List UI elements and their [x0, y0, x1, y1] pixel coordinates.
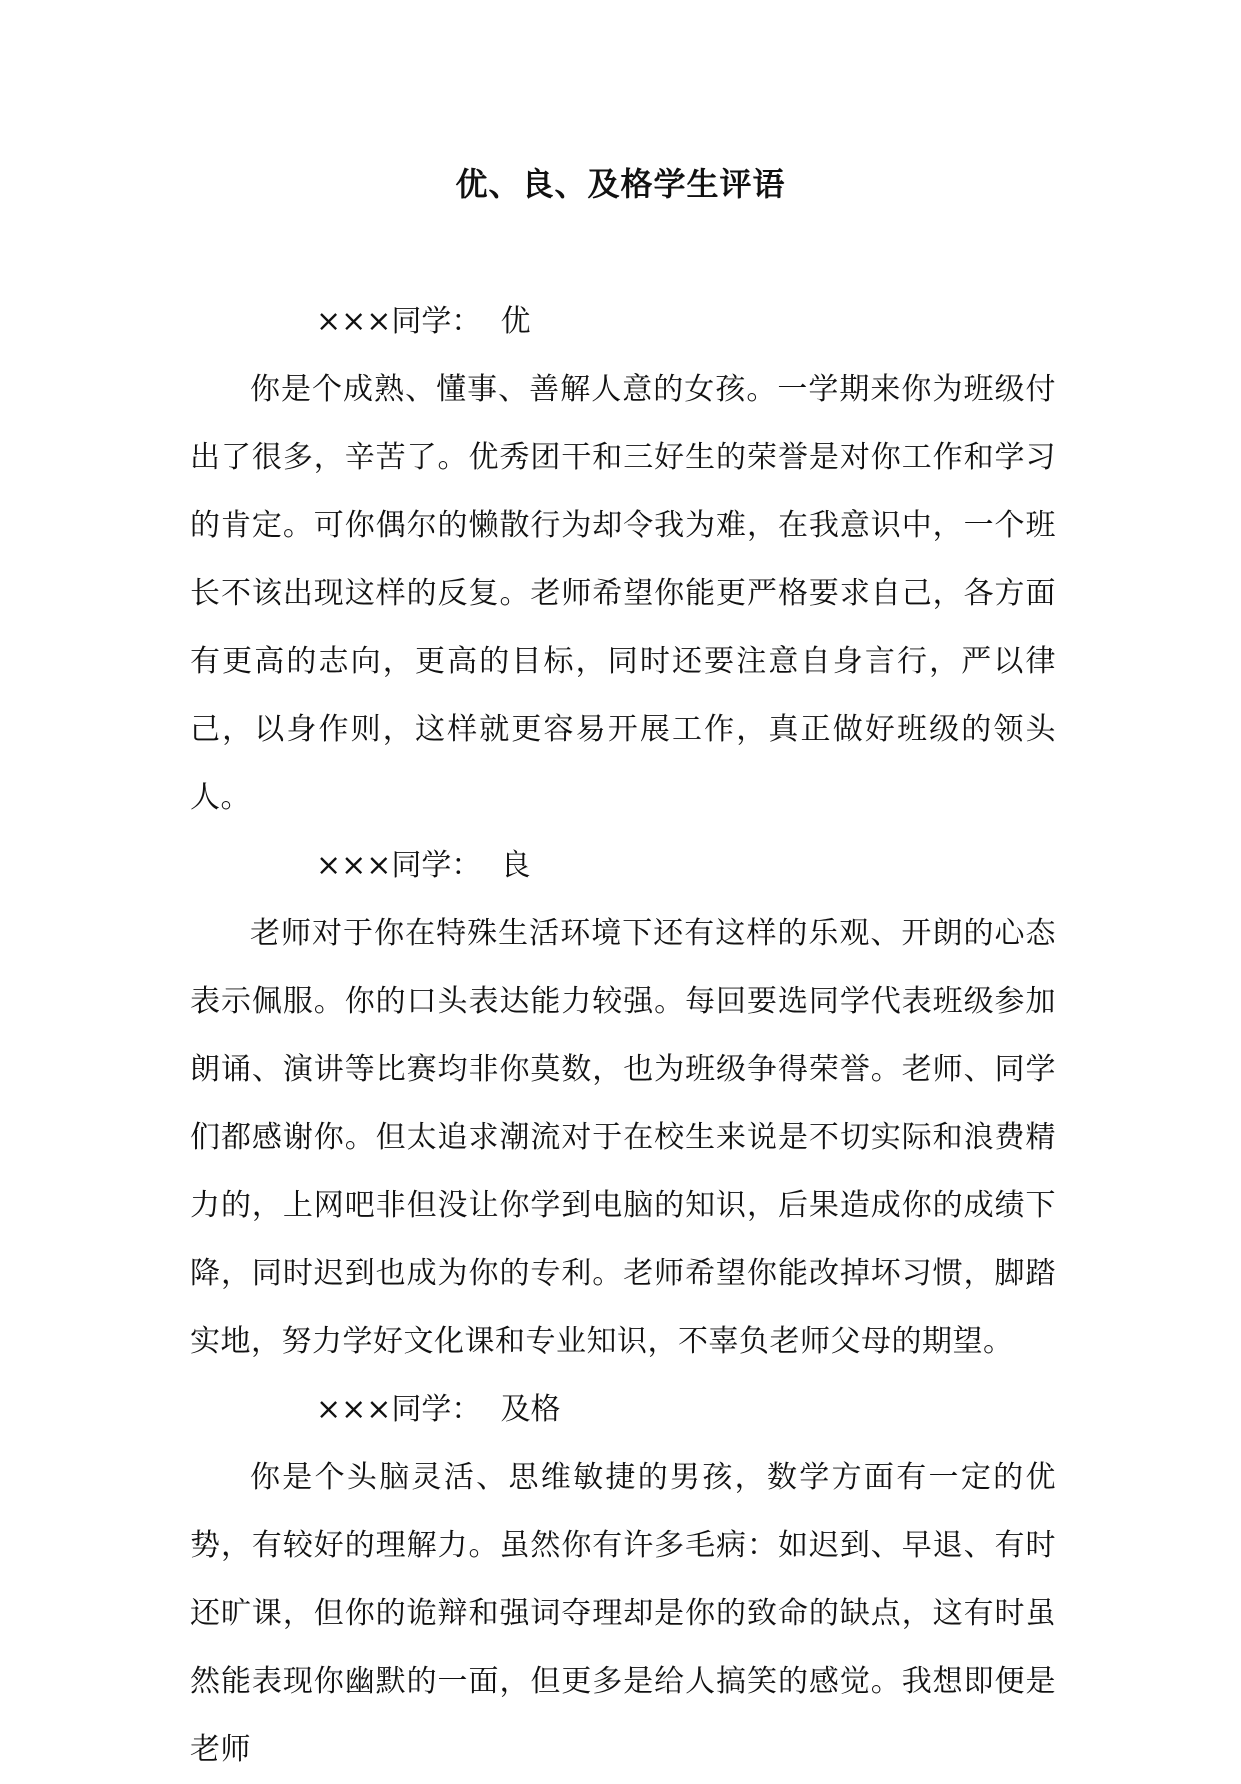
section-paragraph: 你是个成熟、懂事、善解人意的女孩。一学期来你为班级付出了很多，辛苦了。优秀团干和三好生的荣誉是对你工作和学习的肯定。可你偶尔的懒散行为却令我为难，在我意识中，一个班长不该出现这样的反复。老师希望你能更严格要求自己，各方面有更高的志向，更高的目标，同时还要注意自身言行，严以律己，以身作则，这样就更容易开展工作，真正做好班级的领头人。: [190, 372, 1056, 815]
comment-section-excellent: [190, 288, 1056, 832]
comment-section-pass: [190, 1376, 1056, 1784]
section-heading: ×××同学： 良: [316, 848, 531, 883]
section-heading: ×××同学： 及格: [316, 1392, 561, 1427]
section-heading: ×××同学： 优: [316, 304, 531, 339]
comment-section-good: [190, 832, 1056, 1376]
document-body: [190, 288, 1056, 1784]
document-title: 优、良、及格学生评语: [455, 165, 786, 203]
section-paragraph: 你是个头脑灵活、思维敏捷的男孩，数学方面有一定的优势，有较好的理解力。虽然你有许多毛病：如迟到、早退、有时还旷课，但你的诡辩和强词夺理却是你的致命的缺点，这有时虽然能表现你幽默的一面，但更多是给人搞笑的感觉。我想即便是老师: [190, 1460, 1056, 1767]
section-paragraph: 老师对于你在特殊生活环境下还有这样的乐观、开朗的心态表示佩服。你的口头表达能力较强。每回要选同学代表班级参加朗诵、演讲等比赛均非你莫数，也为班级争得荣誉。老师、同学们都感谢你。但太追求潮流对于在校生来说是不切实际和浪费精力的，上网吧非但没让你学到电脑的知识，后果造成你的成绩下降，同时迟到也成为你的专利。老师希望你能改掉坏习惯，脚踏实地，努力学好文化课和专业知识，不辜负老师父母的期望。: [190, 916, 1056, 1359]
